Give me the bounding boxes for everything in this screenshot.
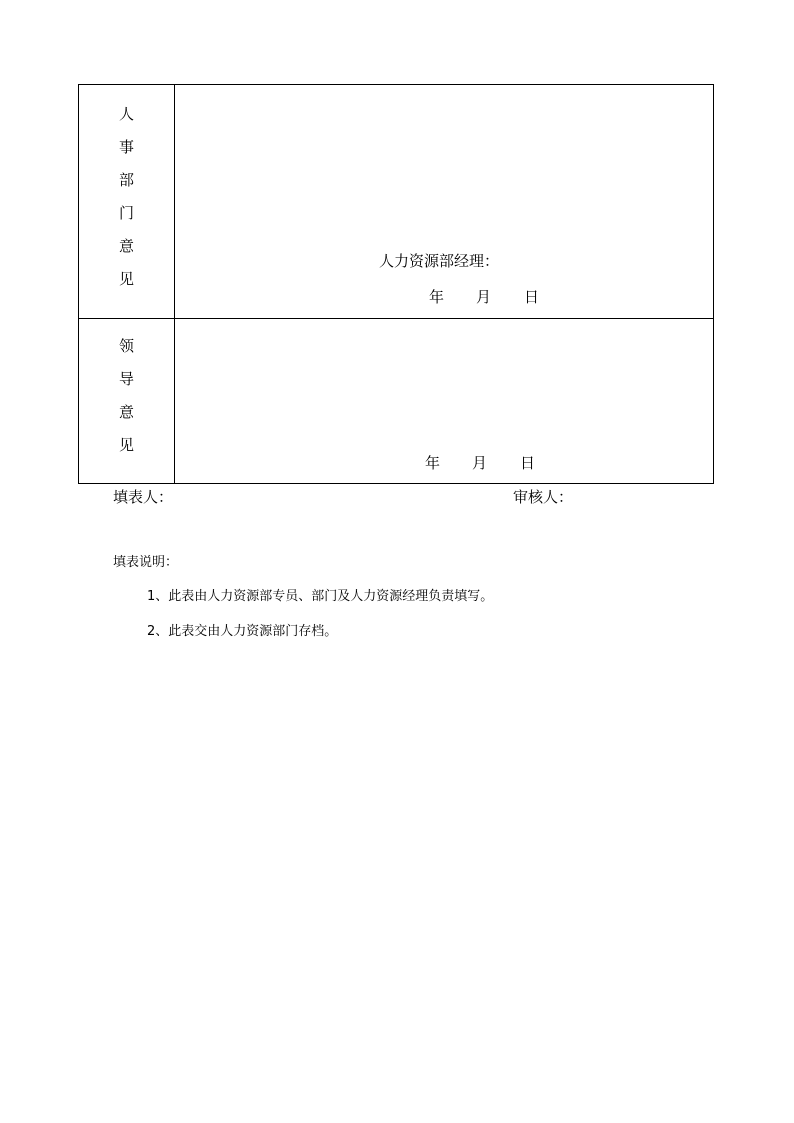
leader-opinion-label: [79, 330, 174, 462]
hr-opinion-content-cell[interactable]: [175, 85, 714, 319]
leader-label-char: 领: [118, 336, 134, 355]
instruction-item: 2、此表交由人力资源部门存档。: [147, 624, 338, 639]
leader-opinion-label-cell: [79, 318, 175, 483]
instruction-item: 1、此表由人力资源部专员、部门及人力资源经理负责填写。: [147, 589, 494, 604]
hr-opinion-row: [79, 85, 714, 319]
leader-label-char: 见: [118, 435, 134, 454]
leader-label-char: 意: [118, 402, 134, 421]
leader-opinion-row: [79, 318, 714, 483]
form-reviewer-label: 审核人：: [513, 488, 574, 506]
hr-label-char: 部: [118, 171, 134, 189]
leader-opinion-content-cell[interactable]: [175, 318, 714, 483]
instructions-title: 填表说明：: [113, 555, 179, 570]
approval-form-table: [78, 84, 714, 484]
date-year-label: 年: [425, 453, 441, 472]
hr-label-char: 事: [118, 138, 134, 156]
hr-opinion-label-cell: [79, 85, 175, 319]
form-filler-label: 填表人：: [113, 488, 174, 506]
date-month-label: 月: [476, 288, 492, 306]
hr-label-char: 人: [118, 105, 134, 123]
hr-opinion-label: [79, 98, 174, 296]
leader-label-char: 导: [118, 369, 134, 388]
hr-label-char: 见: [118, 270, 134, 288]
date-day-label: 日: [520, 453, 536, 472]
date-day-label: 日: [524, 288, 540, 306]
date-month-label: 月: [472, 453, 488, 472]
hr-label-char: 意: [118, 237, 134, 255]
hr-label-char: 门: [118, 204, 134, 222]
hr-manager-signature-label: 人力资源部经理：: [379, 252, 500, 270]
date-year-label: 年: [429, 288, 445, 306]
